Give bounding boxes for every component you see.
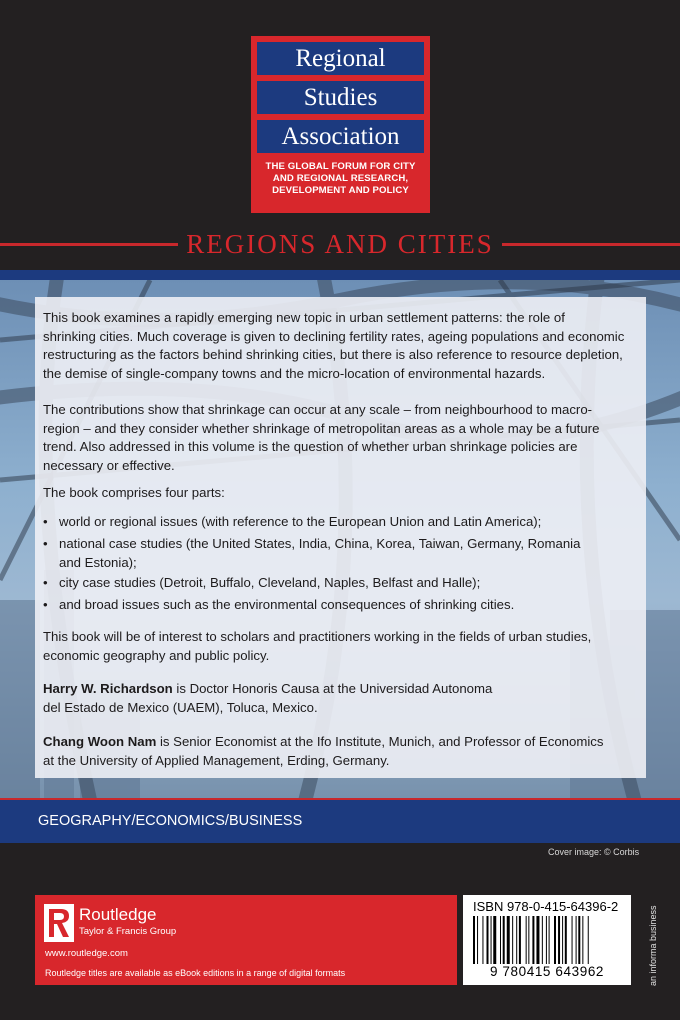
barcode-bar xyxy=(542,916,543,964)
barcode-bar xyxy=(482,916,483,964)
author-name: Chang Woon Nam xyxy=(43,734,157,749)
bullet-item xyxy=(43,513,633,532)
barcode-bar xyxy=(546,916,547,964)
blue-band xyxy=(0,270,680,280)
blurb-paragraph-1 xyxy=(43,309,624,383)
subject-category: GEOGRAPHY/ECONOMICS/BUSINESS xyxy=(38,813,303,829)
bullet-text: world or regional issues (with reference to the European Union and Latin America); xyxy=(59,514,542,529)
barcode-bar xyxy=(562,916,563,964)
barcode-bar xyxy=(565,916,567,964)
rsa-tagline-2: AND REGIONAL RESEARCH, xyxy=(272,173,409,184)
barcode-box xyxy=(463,895,631,985)
publisher-name: Routledge xyxy=(79,905,157,924)
routledge-logo-icon xyxy=(44,904,74,942)
barcode-graphic xyxy=(473,916,621,964)
text-line: This book examines a rapidly emerging new topic in urban settlement patterns: the role of xyxy=(43,310,565,325)
author-bio-text: del Estado de Mexico (UAEM), Toluca, Mexico. xyxy=(43,699,318,715)
barcode-bar xyxy=(487,916,489,964)
text-line: region – and they consider whether shrinkage of metropolitan areas as a whole may be a future xyxy=(43,420,600,436)
text-line: The contributions show that shrinkage can occur at any scale – from neighbourhood to macro- xyxy=(43,402,593,417)
bullet-text: and broad issues such as the environmental consequences of shrinking cities. xyxy=(59,597,515,612)
rsa-logo-line-2: Studies xyxy=(257,81,424,114)
text-line: necessary or effective. xyxy=(43,457,175,473)
bullet-text: city case studies (Detroit, Buffalo, Cleveland, Naples, Belfast and Halle); xyxy=(59,575,481,590)
bullet-item xyxy=(43,574,633,593)
publisher-group: Taylor & Francis Group xyxy=(79,926,177,937)
bullet-icon: • xyxy=(43,536,48,551)
blurb-paragraph-3: The book comprises four parts: xyxy=(43,485,225,500)
text-line: shrinking cities. Much coverage is given to declining fertility rates, ageing populations and economic xyxy=(43,328,625,344)
bullet-item xyxy=(43,596,633,615)
bullet-icon: • xyxy=(43,597,48,612)
author-bio-text: is Doctor Honoris Causa at the Universidad Autonoma xyxy=(172,681,493,696)
publisher-box xyxy=(35,895,457,985)
text-line: economic geography and public policy. xyxy=(43,647,270,663)
subject-bar xyxy=(0,798,680,843)
isbn-label: ISBN 978-0-415-64396-2 xyxy=(473,899,619,914)
informa-business-text: an informa business xyxy=(648,905,658,986)
author-bio-2 xyxy=(43,733,603,770)
barcode-bar xyxy=(576,916,577,964)
text-line: restructuring as the factors behind shrinking cities, but there is also reference to resource depletion, xyxy=(43,347,623,362)
description-panel xyxy=(35,297,646,778)
rsa-logo xyxy=(251,36,430,213)
barcode-bar xyxy=(532,916,534,964)
barcode-bar xyxy=(536,916,539,964)
series-title-text: REGIONS AND CITIES xyxy=(178,226,502,262)
text-line: This book will be of interest to scholars and practitioners working in the fields of urban studies, xyxy=(43,629,592,644)
bullet-text: and Estonia); xyxy=(59,554,137,570)
rsa-logo-line-1: Regional xyxy=(257,42,424,75)
author-bio-1 xyxy=(43,680,492,717)
ebook-note: Routledge titles are available as eBook editions in a range of digital formats xyxy=(45,968,346,978)
barcode-bar xyxy=(519,916,521,964)
barcode-digits: 9 780415 643962 xyxy=(489,964,605,979)
barcode-bar xyxy=(526,916,527,964)
barcode-bar xyxy=(477,916,478,964)
blurb-paragraph-4 xyxy=(43,628,591,665)
author-bio-text: is Senior Economist at the Ifo Institute, Munich, and Professor of Economics xyxy=(156,734,604,749)
barcode-bar xyxy=(528,916,529,964)
barcode-bar xyxy=(558,916,560,964)
barcode-bar xyxy=(572,916,573,964)
barcode-bar xyxy=(493,916,496,964)
rsa-tagline-3: DEVELOPMENT AND POLICY xyxy=(272,185,409,196)
author-bio-text: at the University of Applied Management, Erding, Germany. xyxy=(43,752,390,768)
rsa-tagline xyxy=(257,161,424,197)
bullet-icon: • xyxy=(43,575,48,590)
barcode-bar xyxy=(554,916,556,964)
blurb-paragraph-2 xyxy=(43,401,599,475)
rsa-tagline-1: THE GLOBAL FORUM FOR CITY xyxy=(265,161,416,172)
bullet-item xyxy=(43,535,633,572)
cover-credit: Cover image: © Corbis xyxy=(548,847,640,857)
barcode-bar xyxy=(588,916,589,964)
author-name: Harry W. Richardson xyxy=(43,681,173,696)
barcode-bar xyxy=(500,916,501,964)
barcode-bar xyxy=(473,916,475,964)
barcode-bar xyxy=(549,916,550,964)
barcode-bar xyxy=(578,916,580,964)
subject-bar-rule xyxy=(0,798,680,800)
rsa-logo-line-3: Association xyxy=(257,120,424,153)
barcode-bar xyxy=(582,916,583,964)
bullet-text: national case studies (the United States, India, China, Korea, Taiwan, Germany, Romania xyxy=(59,536,581,551)
text-line: the demise of single-company towns and the micro-location of environmental hazards. xyxy=(43,365,546,381)
bullet-icon: • xyxy=(43,514,48,529)
publisher-url[interactable]: www.routledge.com xyxy=(45,948,128,959)
barcode-bar xyxy=(516,916,517,964)
barcode-bar xyxy=(507,916,510,964)
barcode-bar xyxy=(503,916,505,964)
series-title xyxy=(0,226,680,262)
barcode-bar xyxy=(512,916,513,964)
text-line: trend. Also addressed in this volume is the question of whether urban shrinkage policies are xyxy=(43,439,578,454)
barcode-bar xyxy=(491,916,492,964)
